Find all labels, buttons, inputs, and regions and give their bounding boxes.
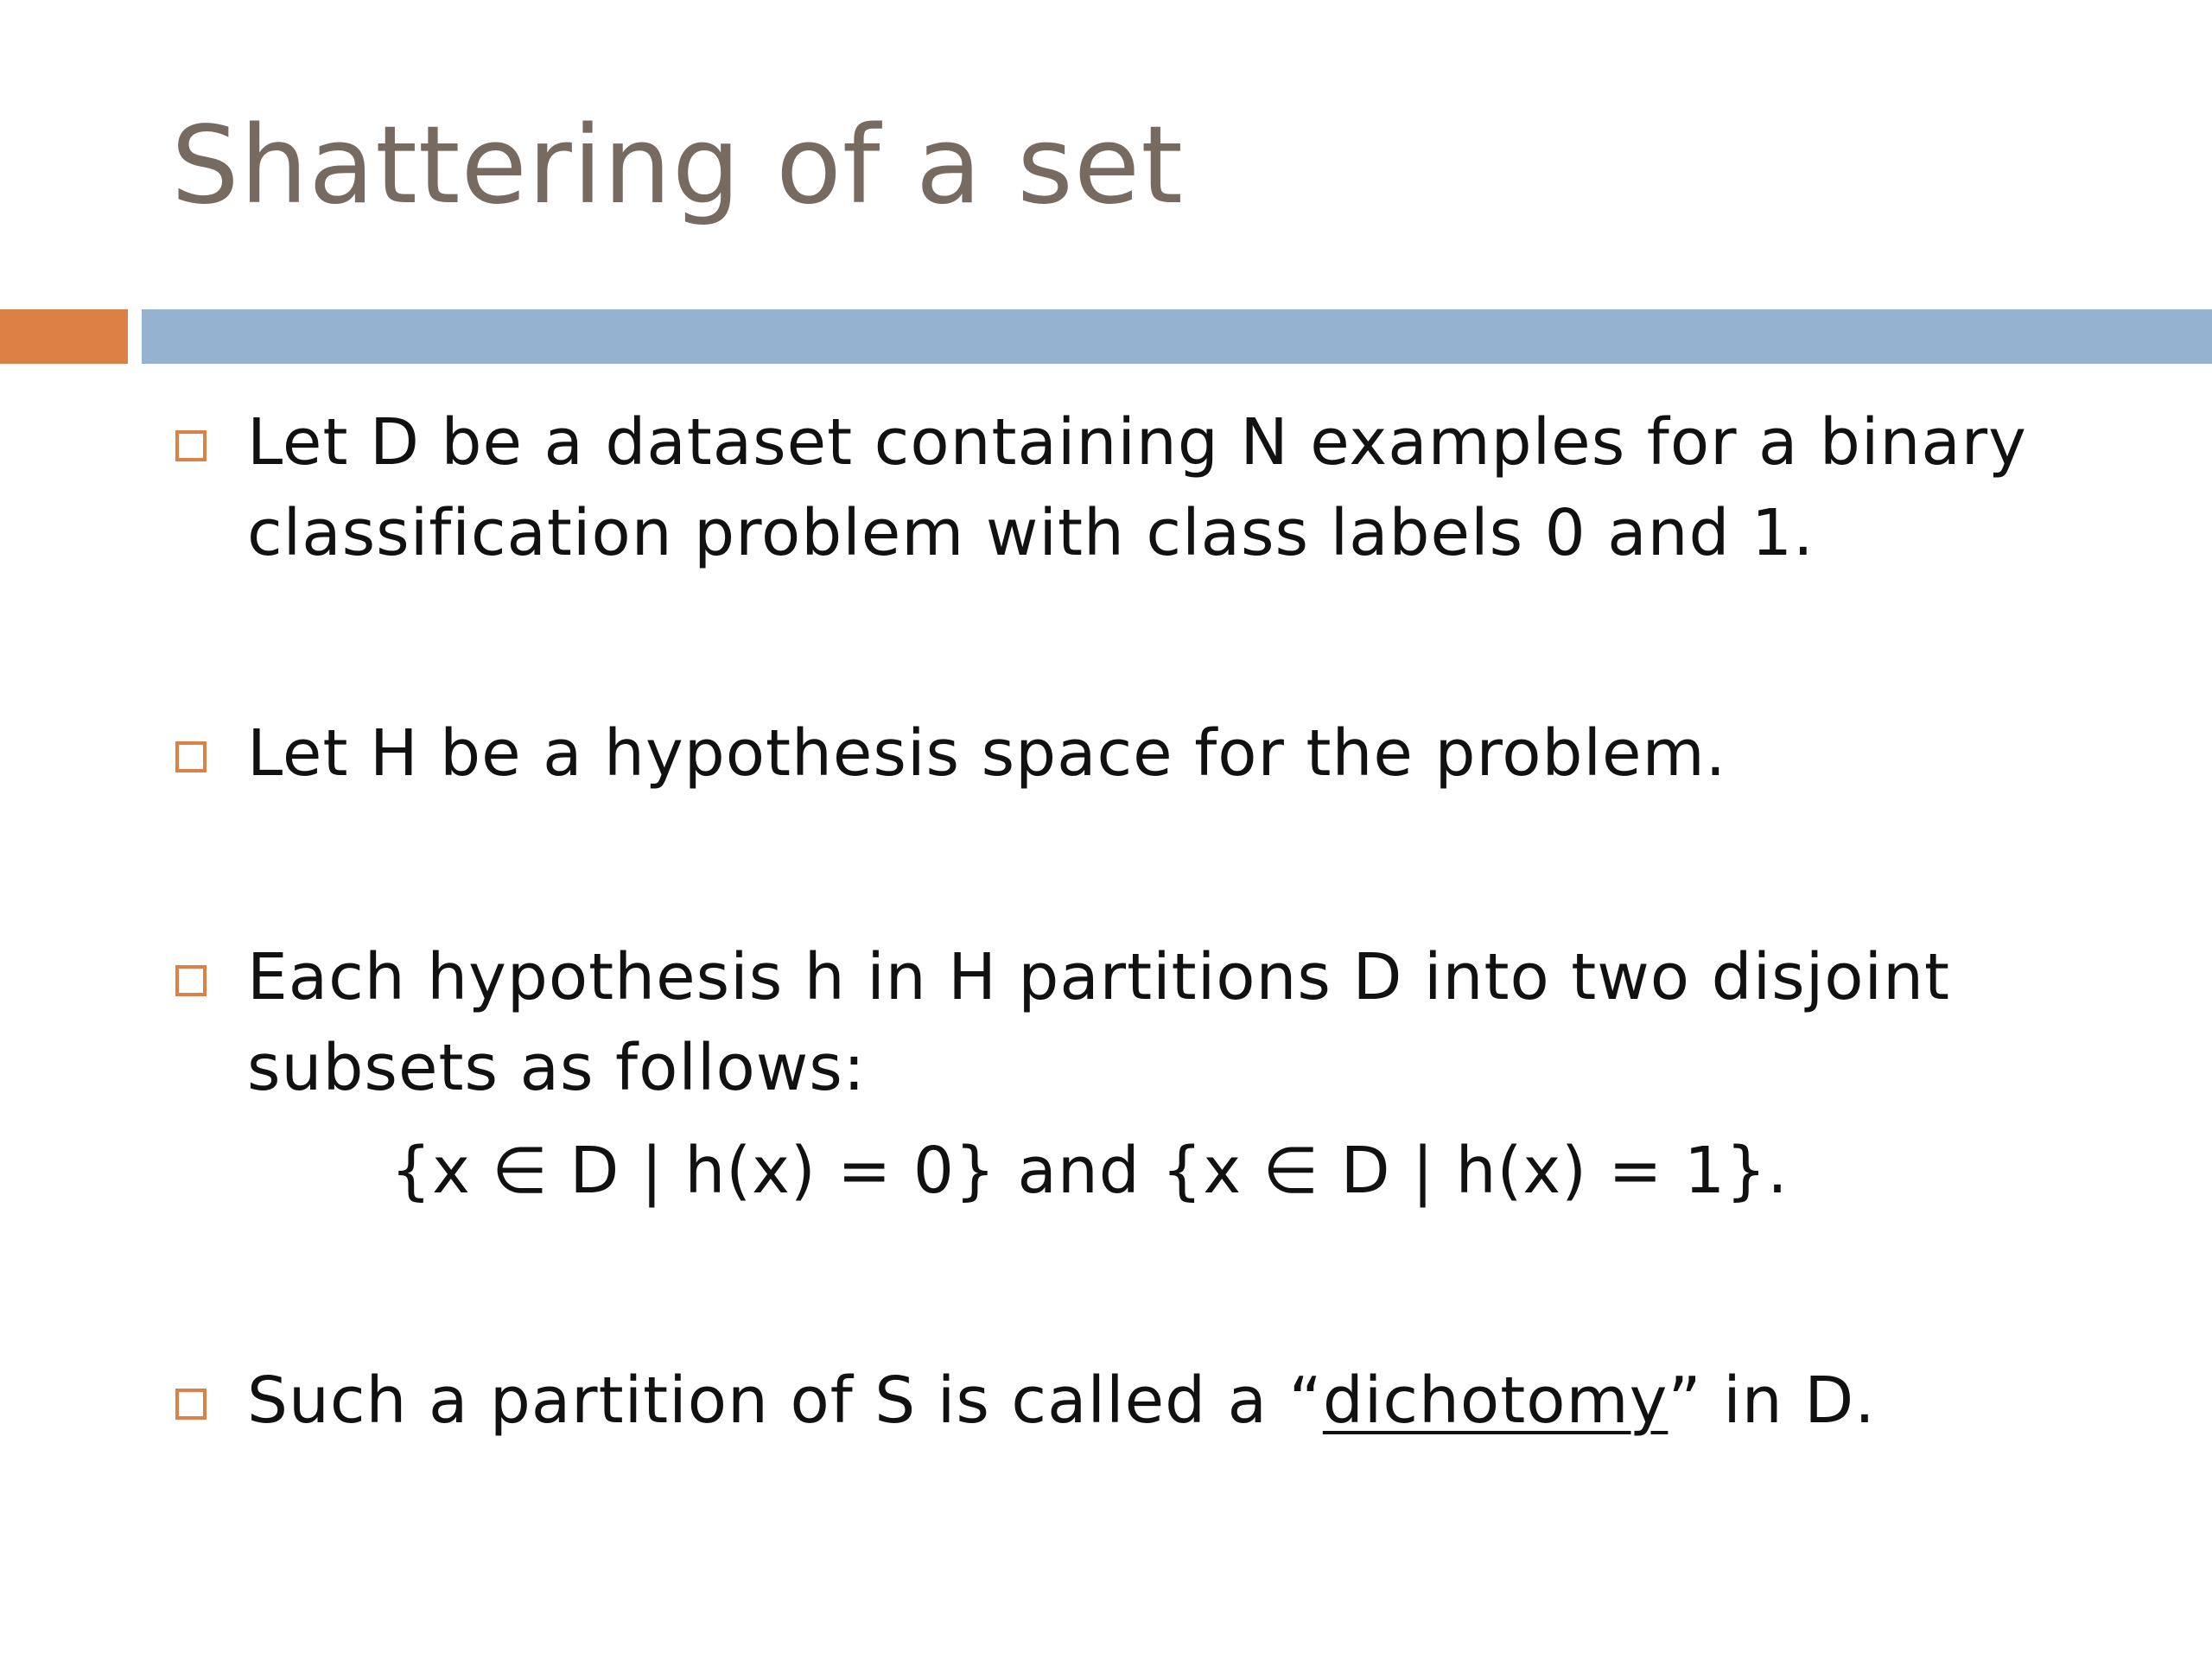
bullet-text: Let H be a hypothesis space for the problem. — [247, 716, 1727, 791]
slide-title: Shattering of a set — [171, 104, 1184, 228]
square-bullet-icon — [175, 430, 207, 461]
square-bullet-icon — [175, 1389, 207, 1420]
partition-formula: {x ∈ D | h(x) = 0} and {x ∈ D | h(x) = 1}. — [391, 1134, 1789, 1208]
bullet-text-suffix: ” in D. — [1668, 1363, 1876, 1438]
square-bullet-icon — [175, 741, 207, 772]
bullet-text: Let D be a dataset containing N examples for a binary classification problem with class labels 0 and 1. — [247, 405, 2027, 570]
dichotomy-term: dichotomy — [1322, 1363, 1669, 1438]
square-bullet-icon — [175, 965, 207, 996]
title-rule-bar — [142, 309, 2212, 364]
bullet-text — [247, 1356, 2131, 1446]
bullet-text: Each hypothesis h in H partitions D into two disjoint subsets as follows: — [247, 940, 1951, 1105]
title-accent-bar — [0, 309, 128, 364]
bullet-text-prefix: Such a partition of S is called a “ — [247, 1363, 1323, 1438]
